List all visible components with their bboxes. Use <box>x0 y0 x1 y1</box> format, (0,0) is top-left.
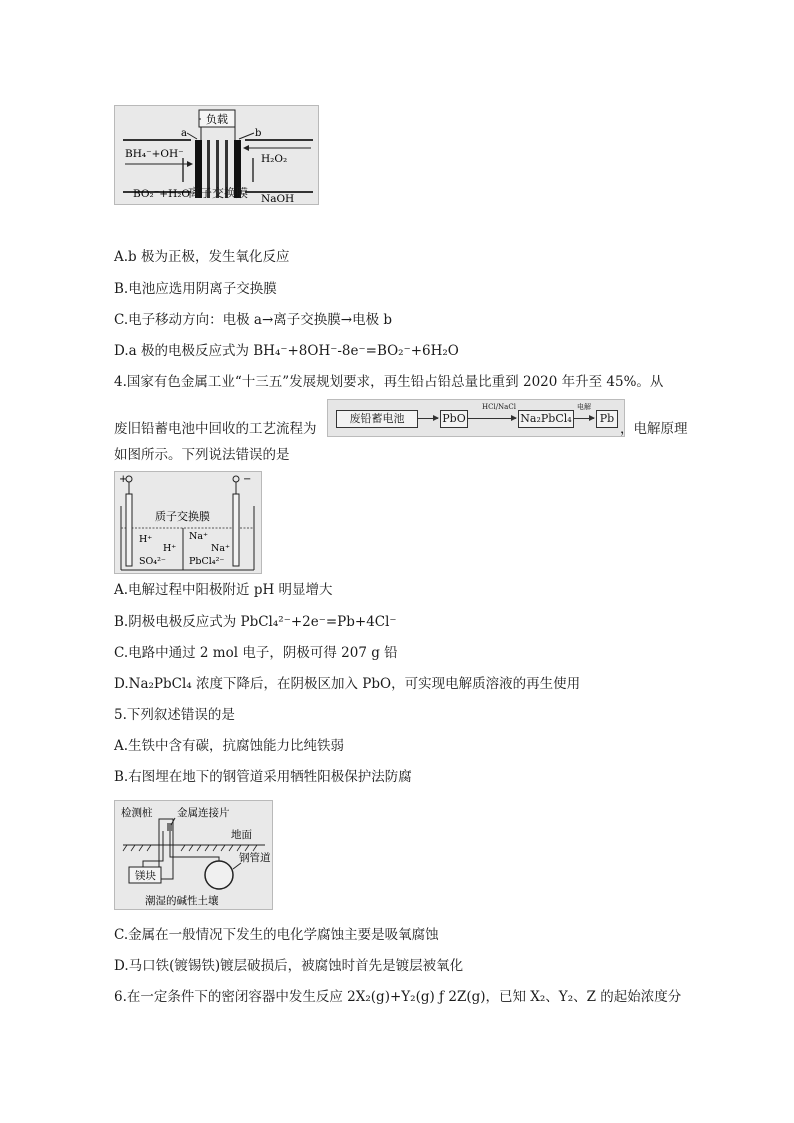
flow-box-pbo: PbO <box>440 410 468 428</box>
q4-stem-line2-pre: 废旧铅蓄电池中回收的工艺流程为 <box>114 421 317 437</box>
cathode <box>233 494 239 566</box>
q4-stem-line3: 如图所示。下列说法错误的是 <box>114 447 290 463</box>
q5-option-c: C.金属在一般情况下发生的电化学腐蚀主要是吸氧腐蚀 <box>114 927 439 943</box>
h-ion-2: H⁺ <box>163 543 177 554</box>
q4-option-a: A.电解过程中阳极附近 pH 明显增大 <box>114 582 333 598</box>
right-inflow-label: H₂O₂ <box>261 153 288 165</box>
recycling-flowchart <box>327 399 625 437</box>
q6-stem: 6.在一定条件下的密闭容器中发生反应 2X₂(g)+Y₂(g) ƒ 2Z(g)，已知 X₂、Y₂、Z 的起始浓度分 <box>114 989 682 1005</box>
plus-sign: + <box>119 474 128 485</box>
q5-option-d: D.马口铁(镀锡铁)镀层破损后，被腐蚀时首先是镀层被氧化 <box>114 958 464 974</box>
metal-plate-label: 金属连接片 <box>177 807 230 819</box>
flow-box-pb: Pb <box>596 410 618 428</box>
q3-option-a: A.b 极为正极，发生氧化反应 <box>114 249 290 265</box>
q5-stem: 5.下列叙述错误的是 <box>114 707 235 723</box>
soil-label: 潮湿的碱性土壤 <box>145 895 219 907</box>
electrolysis-figure <box>114 471 262 574</box>
test-post-label: 检测桩 <box>121 807 153 819</box>
membrane-label: 质子交换膜 <box>155 510 210 523</box>
flow-arrow-1 <box>418 418 438 419</box>
anode <box>126 494 132 566</box>
q5-option-a: A.生铁中含有碳，抗腐蚀能力比纯铁弱 <box>114 738 345 754</box>
q4-option-c: C.电路中通过 2 mol 电子，阴极可得 207 g 铅 <box>114 645 398 661</box>
h-ion-1: H⁺ <box>139 534 153 545</box>
minus-sign: − <box>243 474 252 485</box>
load-label: 负载 <box>206 113 228 126</box>
pipe-label: 钢管道 <box>239 852 271 864</box>
q3-option-c: C.电子移动方向：电极 a→离子交换膜→电极 b <box>114 312 393 328</box>
steel-pipe <box>205 861 233 889</box>
q4-option-d: D.Na₂PbCl₄ 浓度下降后，在阴极区加入 PbO，可实现电解质溶液的再生使用 <box>114 676 581 692</box>
magnesium-label: 镁块 <box>135 870 156 882</box>
flow-label-electrolysis: 电解 <box>577 403 591 411</box>
label-b: b <box>255 128 262 139</box>
q4-stem-line2-post: ，电解原理 <box>620 421 688 437</box>
q4-stem-line1: 4.国家有色金属工业“十三五”发展规划要求，再生铅占铅总量比重到 2020 年升至 45%。从 <box>114 374 664 390</box>
na-ion-2: Na⁺ <box>211 543 230 554</box>
q3-option-d: D.a 极的电极反应式为 BH₄⁻+8OH⁻-8e⁻=BO₂⁻+6H₂O <box>114 343 459 359</box>
flow-box-battery: 废铅蓄电池 <box>336 410 418 428</box>
q5-option-b: B.右图埋在地下的钢管道采用牺牲阳极保护法防腐 <box>114 769 412 785</box>
pbcl4-ion: PbCl₄²⁻ <box>189 556 225 567</box>
pipeline-protection-figure <box>114 800 273 910</box>
ground-label: 地面 <box>231 829 252 841</box>
na-ion-1: Na⁺ <box>189 531 208 542</box>
left-inflow-label: BH₄⁻+OH⁻ <box>125 148 184 160</box>
flow-arrow-3 <box>574 418 594 419</box>
flow-arrow-2 <box>468 418 516 419</box>
flow-box-na2pbcl4: Na₂PbCl₄ <box>518 410 574 428</box>
left-outflow-label: BO₂⁻+H₂O <box>133 188 191 200</box>
membrane-caption-visible: 离子交换膜 <box>188 186 249 200</box>
q4-option-b: B.阴极电极反应式为 PbCl₄²⁻+2e⁻=Pb+4Cl⁻ <box>114 614 397 630</box>
q3-option-b: B.电池应选用阴离子交换膜 <box>114 281 277 297</box>
label-a: a <box>181 128 187 139</box>
sulfate-ion: SO₄²⁻ <box>139 556 166 567</box>
flow-label-hcl: HCl/NaCl <box>482 403 516 411</box>
right-outflow-label: NaOH <box>261 193 295 204</box>
